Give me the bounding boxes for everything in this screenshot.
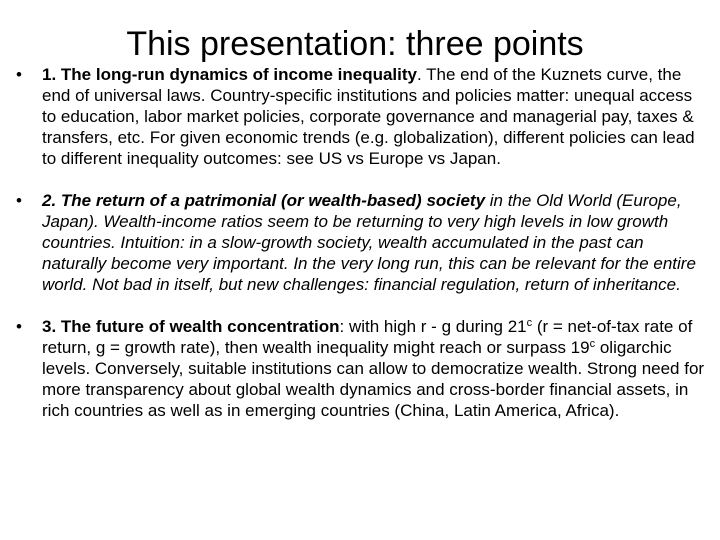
point-heading: 3. The future of wealth concentration bbox=[42, 317, 340, 336]
point-text: oligarchic levels. Conversely, suitable institutions can allow to democratize wealth. Strong need for more transparency about global wealth dynamics and cross-border financial assets, in rich countries as well as in emerging countries (China, Latin America, Africa). bbox=[42, 338, 705, 420]
point-heading: 1. The long-run dynamics of income inequality bbox=[42, 65, 417, 84]
point-text: : with high r - g during 21 bbox=[339, 317, 527, 336]
point-text: in the Old World (Europe, Japan). Wealth-income ratios seem to be returning to very high levels in low growth countries. Intuition: in a slow-growth society, wealth accumulated in the past can naturally become very important. In the very long run, this can be relevant for the entire world. Not bad in itself, but new challenges: financial regulation, return of inheritance. bbox=[42, 191, 696, 294]
list-item bbox=[14, 190, 708, 295]
century-superscript: c bbox=[589, 338, 596, 350]
bullet-icon: • bbox=[16, 65, 22, 84]
point-heading: 2. The return of a patrimonial (or wealth-based) society bbox=[42, 191, 486, 210]
bullet-icon: • bbox=[16, 317, 22, 336]
bullet-icon: • bbox=[16, 191, 22, 210]
century-superscript: c bbox=[526, 317, 533, 329]
bullet-list bbox=[14, 64, 708, 442]
list-item bbox=[14, 316, 708, 421]
slide-title: This presentation: three points bbox=[126, 25, 584, 63]
point-text: (r = net-of-tax rate of return, g = growth rate), then wealth inequality might reach or surpass 19 bbox=[42, 317, 693, 357]
list-item bbox=[14, 64, 708, 169]
point-text: . The end of the Kuznets curve, the end of universal laws. Country-specific institutions and policies matter: unequal access to education, labor market policies, corporate governance and managerial pay, taxes & transfers, etc. For given economic trends (e.g. globalization), different policies can lead to different inequality outcomes: see US vs Europe vs Japan. bbox=[42, 65, 695, 168]
